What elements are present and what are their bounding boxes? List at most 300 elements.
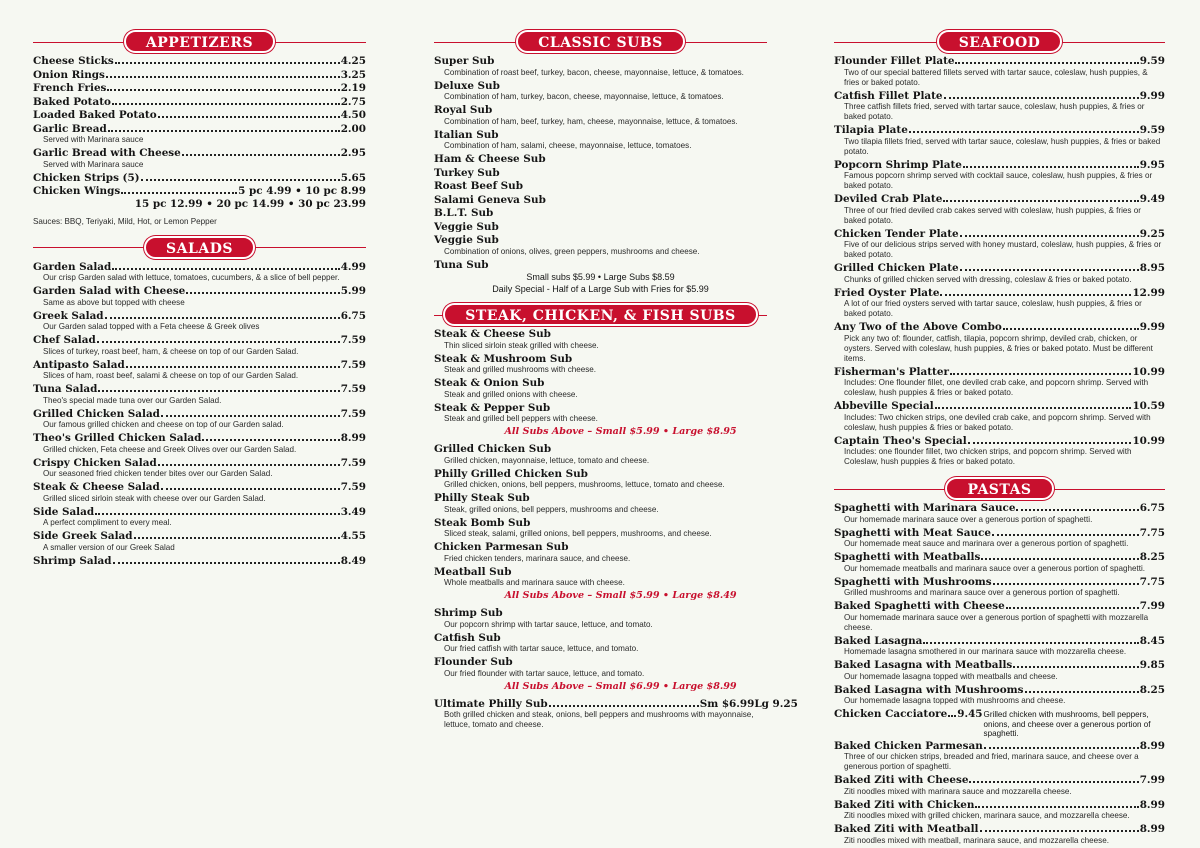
classic-subs-prices: Small subs $5.99 • Large Subs $8.59 — [526, 272, 675, 282]
item-description: Combination of ham, turkey, bacon, cheese, mayonnaise, lettuce, & tomatoes. — [444, 92, 724, 101]
dot-leader — [975, 806, 1138, 808]
dot-leader — [161, 488, 340, 490]
item-name: Abbeville Special — [834, 400, 934, 412]
item-name: Meatball Sub — [434, 565, 512, 578]
item-description: Grilled chicken, onions, bell peppers, mushrooms, lettuce, tomato and cheese. — [444, 480, 725, 489]
item-name: Baked Lasagna — [834, 634, 923, 647]
item-description: Our popcorn shrimp with tartar sauce, lettuce, and tomato. — [444, 619, 653, 629]
item-price: 9.99 — [1139, 89, 1165, 102]
menu-item-italian-sub — [434, 129, 767, 152]
dot-leader — [984, 747, 1139, 749]
item-description: Served with Marinara sauce — [43, 135, 144, 144]
menu-item-baked-potato — [33, 96, 366, 109]
item-price: 9.59 — [1139, 55, 1165, 67]
menu-item-chef-salad — [33, 334, 366, 357]
dot-leader — [134, 537, 340, 539]
item-name: Antipasto Salad — [33, 358, 125, 371]
classic-subs-list — [434, 55, 767, 271]
seafood-list — [834, 55, 1165, 467]
item-description: Ziti noodles mixed with grilled chicken, marinara sauce, and mozzarella cheese. — [844, 811, 1130, 820]
dot-leader — [108, 130, 340, 132]
item-price: 3.25 — [340, 68, 366, 81]
menu-item-abbeville-special — [834, 400, 1165, 433]
item-description: Famous popcorn shrimp served with cocktail sauce, coleslaw, hush puppies, & fries or baked potato. — [844, 171, 1153, 190]
item-price: 6.75 — [340, 309, 366, 322]
menu-item-deluxe-sub — [434, 80, 767, 103]
item-price: 4.50 — [340, 109, 366, 121]
menu-item-steak-cheese-sub — [434, 328, 767, 351]
item-description: A smaller version of our Greek Salad — [43, 542, 175, 552]
menu-item-baked-spaghetti-with-cheese — [834, 600, 1165, 633]
menu-item-baked-lasagna — [834, 635, 1165, 658]
item-description: Our homemade lasagna topped with mushrooms and cheese. — [844, 696, 1066, 705]
item-name: Baked Ziti with Cheese — [834, 774, 969, 786]
pastas-title: PASTAS — [945, 477, 1053, 500]
item-name: Crispy Chicken Salad — [33, 456, 157, 469]
item-name: Chicken Tender Plate — [834, 227, 959, 240]
appetizers-list — [33, 55, 366, 198]
item-description: Our homemade marinara sauce over a generous portion of spaghetti with mozzarella cheese. — [844, 612, 1149, 632]
steak-subs-price-3: All Subs Above – Small $6.99 • Large $8.99 — [504, 680, 737, 692]
item-price: 7.75 — [1139, 526, 1165, 539]
item-price: 4.25 — [340, 55, 366, 67]
dot-leader — [115, 62, 340, 64]
item-price: 5 pc 4.99 • 10 pc 8.99 — [238, 185, 366, 197]
item-description: Grilled mushrooms and marinara sauce over a generous portion of spaghetti. — [844, 588, 1120, 597]
salads-header — [33, 236, 366, 259]
item-description: Three of our chicken strips, breaded and fried, marinara sauce, and cheese over a generous portion of spaghetti. — [844, 752, 1139, 771]
item-name: Baked Ziti with Meatball — [834, 823, 979, 835]
dot-leader — [98, 390, 339, 392]
menu-item-spaghetti-with-mushrooms — [834, 576, 1165, 599]
left-column — [33, 30, 366, 567]
item-description: Theo's special made tuna over our Garden Salad. — [43, 395, 222, 405]
item-price: 9.59 — [1139, 124, 1165, 136]
item-description: A perfect compliment to every meal. — [43, 518, 172, 527]
menu-item-tilapia-plate — [834, 124, 1165, 157]
dot-leader — [202, 439, 339, 441]
item-name: Side Salad — [33, 505, 95, 518]
menu-item-catfish-sub — [434, 632, 767, 655]
menu-item-loaded-baked-potato — [33, 109, 366, 122]
item-description: Includes: One flounder fillet, one deviled crab cake, and popcorn shrimp. Served with coleslaw, hush puppies & fries or baked potato. — [844, 378, 1149, 397]
item-name: Baked Lasagna with Meatballs — [834, 659, 1013, 671]
item-name: Tuna Sub — [434, 258, 489, 271]
dot-leader — [182, 154, 340, 156]
menu-item-philly-steak-sub — [434, 492, 767, 515]
item-price: 7.99 — [1139, 774, 1165, 786]
item-description: Grilled chicken, Feta cheese and Greek Olives over our Garden Salad. — [43, 444, 297, 454]
item-name: Baked Chicken Parmesan — [834, 739, 983, 752]
dot-leader — [186, 292, 339, 294]
item-name: Popcorn Shrimp Plate — [834, 158, 962, 171]
item-name: Garden Salad with Cheese — [33, 285, 186, 297]
menu-item-steak-pepper-sub — [434, 402, 767, 425]
item-name: Baked Spaghetti with Cheese — [834, 600, 1005, 612]
menu-item-grilled-chicken-salad — [33, 408, 366, 431]
item-description: Combination of ham, beef, turkey, ham, cheese, mayonnaise, lettuce, & tomatoes. — [444, 116, 738, 126]
menu-item-garlic-bread — [33, 123, 366, 146]
menu-item-onion-rings — [33, 69, 366, 82]
steak-subs-price-1: All Subs Above – Small $5.99 • Large $8.95 — [504, 426, 737, 437]
item-name: Garlic Bread with Cheese — [33, 147, 181, 159]
menu-item-theo-s-grilled-chicken-salad — [33, 432, 366, 455]
item-price: 5.99 — [340, 285, 366, 297]
item-name: Grilled Chicken Sub — [434, 443, 552, 455]
item-description: Includes: Two chicken strips, one deviled crab cake, and popcorn shrimp. Served with coleslaw, hush puppies & fries or baked potato. — [844, 412, 1151, 432]
menu-item-baked-lasagna-with-meatballs — [834, 659, 1165, 682]
menu-item-cheese-sticks — [33, 55, 366, 68]
menu-item-fisherman-s-platter — [834, 366, 1165, 399]
item-description: Five of our delicious strips served with honey mustard, coleslaw, hush puppies, & fries or baked potato. — [844, 240, 1162, 259]
menu-item-royal-sub — [434, 104, 767, 127]
item-description: Homemade lasagna smothered in our marinara sauce with mozzarella cheese. — [844, 647, 1127, 656]
item-description: Includes: one flounder fillet, two chicken strips, and popcorn shrimp. Served with Coleslaw, hush puppies & fries or baked potato. — [844, 447, 1132, 466]
item-price: 9.85 — [1139, 659, 1165, 671]
menu-item-side-greek-salad — [33, 530, 366, 553]
pastas-list-2 — [834, 740, 1165, 846]
wings-extra-prices: 15 pc 12.99 • 20 pc 14.99 • 30 pc 23.99 — [134, 197, 366, 210]
dot-leader — [935, 407, 1132, 409]
dot-leader — [112, 103, 340, 105]
menu-item-steak-cheese-salad — [33, 481, 366, 504]
item-price: 8.99 — [1139, 798, 1165, 811]
item-name: Catfish Fillet Plate — [834, 89, 943, 102]
item-description: Combination of ham, salami, cheese, mayonnaise, lettuce, tomatoes. — [444, 141, 692, 150]
item-description: Whole meatballs and marinara sauce with cheese. — [444, 578, 625, 587]
item-name: Chicken Wings — [33, 185, 121, 197]
dot-leader — [980, 830, 1139, 832]
item-price: 7.99 — [1139, 600, 1165, 612]
item-price: 2.95 — [340, 147, 366, 159]
item-name: Onion Rings — [33, 68, 105, 81]
item-name: Grilled Chicken Salad — [33, 407, 160, 420]
dot-leader — [969, 781, 1138, 783]
item-price: 8.95 — [1139, 262, 1165, 274]
item-description: Our famous grilled chicken and cheese on top of our Garden salad. — [43, 420, 284, 429]
menu-item-roast-beef-sub — [434, 180, 767, 193]
dot-leader — [158, 116, 340, 118]
dot-leader — [161, 415, 340, 417]
item-name: Steak & Pepper Sub — [434, 401, 551, 414]
dot-leader — [1003, 328, 1139, 330]
item-description: Sliced steak, salami, grilled onions, bell peppers, mushrooms, and cheese. — [444, 529, 712, 538]
item-name: Flounder Fillet Plate — [834, 55, 955, 67]
dot-leader — [955, 62, 1138, 64]
item-description: Steak and grilled onions with cheese. — [444, 389, 578, 399]
item-price: 10.99 — [1132, 434, 1165, 447]
item-name: Chef Salad — [33, 334, 96, 346]
dot-leader — [126, 366, 340, 368]
item-price: 9.25 — [1139, 227, 1165, 240]
seafood-title: SEAFOOD — [937, 30, 1063, 53]
dot-leader — [981, 558, 1138, 560]
wings-sauces: Sauces: BBQ, Teriyaki, Mild, Hot, or Lemon Pepper — [33, 216, 217, 226]
item-price: 4.99 — [340, 260, 366, 273]
item-description: Grilled sliced sirloin steak with cheese over our Garden Salad. — [43, 493, 266, 503]
menu-item-philly-grilled-chicken-sub — [434, 468, 767, 491]
salads-title: SALADS — [144, 236, 255, 259]
item-description: Thin sliced sirloin steak grilled with cheese. — [444, 340, 599, 350]
menu-item-steak-bomb-sub — [434, 517, 767, 540]
menu-item-french-fries — [33, 82, 366, 95]
dot-leader — [105, 317, 340, 319]
dot-leader — [963, 166, 1139, 168]
item-description: Our seasoned fried chicken tender bites over our Garden Salad. — [43, 469, 273, 478]
daily-special: Daily Special - Half of a Large Sub with Fries for $5.99 — [492, 284, 709, 294]
item-price: 8.49 — [340, 554, 366, 567]
dot-leader — [95, 513, 340, 515]
dot-leader — [113, 562, 340, 564]
menu-item-veggie-sub — [434, 234, 767, 257]
item-price: 8.99 — [1139, 739, 1165, 752]
item-name: Garlic Bread — [33, 122, 107, 135]
item-price: 10.99 — [1132, 365, 1165, 378]
item-name: Any Two of the Above Combo — [834, 321, 1002, 333]
item-name: Flounder Sub — [434, 656, 513, 668]
item-name: Captain Theo's Special — [834, 434, 967, 447]
item-description: Two tilapia fillets fried, served with tartar sauce, coleslaw, hush puppies, & fries or baked potato. — [844, 136, 1161, 156]
item-price: 7.59 — [340, 334, 366, 346]
item-name: Steak & Cheese Sub — [434, 328, 551, 340]
menu-item-baked-lasagna-with-mushrooms — [834, 684, 1165, 707]
item-price: 7.59 — [340, 407, 366, 420]
ultimate-philly-item — [434, 697, 798, 731]
item-name: Veggie Sub — [434, 220, 499, 233]
menu-item-chicken-tender-plate — [834, 228, 1165, 261]
dot-leader — [1025, 691, 1139, 693]
item-description: Our Garden salad topped with a Feta cheese & Greek olives — [43, 322, 260, 331]
item-description: Three of our fried deviled crab cakes served with coleslaw, hush puppies, & fries or baked potato. — [844, 205, 1141, 225]
item-description: Our fried catfish with tartar sauce, lettuce, and tomato. — [444, 644, 639, 653]
menu-item-spaghetti-with-meatballs — [834, 551, 1165, 574]
item-name: Steak & Mushroom Sub — [434, 352, 573, 365]
item-name: Spaghetti with Meatballs — [834, 551, 981, 563]
item-description: Our homemade lasagna topped with meatballs and cheese. — [844, 671, 1058, 681]
menu-item-veggie-sub — [434, 221, 767, 234]
menu-item-spaghetti-with-meat-sauce — [834, 527, 1165, 550]
dot-leader — [943, 200, 1138, 202]
menu-item-baked-ziti-with-meatball — [834, 823, 1165, 846]
dot-leader — [944, 97, 1139, 99]
menu-item-any-two-of-the-above-combo — [834, 321, 1165, 364]
dot-leader — [1016, 509, 1138, 511]
item-description: Ziti noodles mixed with meatball, marinara sauce, and mozzarella cheese. — [844, 835, 1109, 845]
item-name: Roast Beef Sub — [434, 180, 523, 192]
item-price: 5.65 — [340, 171, 366, 184]
item-price: 8.99 — [340, 432, 366, 444]
item-price: 7.59 — [340, 456, 366, 469]
item-description: Fried chicken tenders, marinara sauce, and cheese. — [444, 553, 631, 563]
item-name: Deluxe Sub — [434, 79, 500, 92]
item-name: Tuna Salad — [33, 383, 98, 395]
item-name: Tilapia Plate — [834, 124, 908, 136]
menu-item-steak-mushroom-sub — [434, 353, 767, 376]
item-name: Chicken Parmesan Sub — [434, 541, 569, 553]
menu-item-super-sub — [434, 55, 767, 78]
menu-item-garlic-bread-with-cheese — [33, 147, 366, 170]
menu-item-catfish-fillet-plate — [834, 90, 1165, 123]
item-description: Our homemade meat sauce and marinara over a generous portion of spaghetti. — [844, 539, 1129, 548]
item-price: 2.00 — [340, 122, 366, 135]
item-price: 3.49 — [340, 505, 366, 518]
item-name: Steak & Onion Sub — [434, 377, 545, 389]
cacciatore-name: Chicken Cacciatore — [834, 708, 948, 720]
menu-item-chicken-strips-5 — [33, 172, 366, 185]
menu-item-captain-theo-s-special — [834, 435, 1165, 468]
steak-subs-title: STEAK, CHICKEN, & FISH SUBS — [443, 303, 758, 326]
dot-leader — [112, 268, 339, 270]
menu-item-shrimp-sub — [434, 607, 767, 630]
cacciatore-item — [834, 708, 1165, 739]
item-name: Theo's Grilled Chicken Salad — [33, 432, 202, 444]
item-name: Spaghetti with Meat Sauce — [834, 526, 991, 539]
dot-leader — [1006, 607, 1139, 609]
dot-leader — [923, 642, 1138, 644]
classic-subs-header — [434, 30, 767, 53]
item-name: Turkey Sub — [434, 166, 500, 179]
item-name: Ham & Cheese Sub — [434, 153, 546, 165]
dot-leader — [993, 583, 1139, 585]
dot-leader — [968, 442, 1132, 444]
menu-item-spaghetti-with-marinara-sauce — [834, 502, 1165, 525]
dot-leader — [1013, 666, 1138, 668]
item-description: Three catfish fillets fried, served with tartar sauce, coleslaw, hush puppies, & fries or baked potato. — [844, 102, 1145, 121]
item-name: Grilled Chicken Plate — [834, 262, 959, 274]
item-name: Deviled Crab Plate — [834, 193, 943, 205]
item-description: Slices of ham, roast beef, salami & cheese on top of our Garden Salad. — [43, 371, 299, 380]
item-name: Spaghetti with Marinara Sauce — [834, 502, 1016, 514]
steak-subs-group-2 — [434, 443, 767, 588]
item-name: Shrimp Salad — [33, 554, 112, 567]
menu-item-tuna-sub — [434, 259, 767, 272]
item-description: Two of our special battered fillets served with tartar sauce, coleslaw, hush puppies, & fries or baked potato. — [844, 67, 1148, 87]
item-name: B.L.T. Sub — [434, 207, 494, 219]
salads-list — [33, 261, 366, 568]
middle-column — [434, 30, 798, 732]
ultimate-philly-large: Lg 9.25 — [754, 697, 798, 710]
menu-item-baked-ziti-with-chicken — [834, 799, 1165, 822]
item-description: A lot of our fried oysters served with tartar sauce, coleslaw, hush puppies, & fries or baked potato. — [844, 299, 1142, 318]
item-name: Steak Bomb Sub — [434, 516, 531, 529]
dot-leader — [960, 235, 1139, 237]
item-price: 12.99 — [1132, 286, 1165, 299]
item-description: Chunks of grilled chicken served with dressing, coleslaw & fries or baked potato. — [844, 274, 1132, 284]
item-name: Loaded Baked Potato — [33, 109, 157, 121]
item-price: 2.19 — [340, 82, 366, 94]
item-description: Our homemade meatballs and marinara sauce over a generous portion of spaghetti. — [844, 563, 1145, 573]
menu-item-chicken-wings — [33, 185, 366, 198]
item-name: Spaghetti with Mushrooms — [834, 575, 992, 588]
item-name: Catfish Sub — [434, 631, 501, 644]
item-description: Our fried flounder with tartar sauce, lettuce, and tomato. — [444, 668, 645, 678]
item-description: Grilled chicken, mayonnaise, lettuce, tomato and cheese. — [444, 455, 650, 465]
menu-item-side-salad — [33, 506, 366, 529]
dot-leader — [960, 269, 1139, 271]
dot-leader — [141, 179, 340, 181]
menu-item-turkey-sub — [434, 167, 767, 180]
item-name: Fisherman's Platter — [834, 365, 949, 378]
appetizers-header — [33, 30, 366, 53]
dot-leader — [950, 373, 1132, 375]
item-description: Same as above but topped with cheese — [43, 297, 185, 307]
item-name: Cheese Sticks — [33, 55, 114, 67]
menu-item-grilled-chicken-plate — [834, 262, 1165, 285]
menu-item-garden-salad — [33, 261, 366, 284]
item-price: 10.59 — [1132, 400, 1165, 412]
item-price: 6.75 — [1139, 502, 1165, 514]
item-description: Steak and grilled bell peppers with cheese. — [444, 414, 598, 423]
cacciatore-desc: Grilled chicken with mushrooms, bell peppers, onions, and cheese over a generous portion of spaghetti. — [983, 710, 1151, 738]
item-name: Greek Salad — [33, 309, 104, 322]
dot-leader — [121, 192, 237, 194]
menu-item-salami-geneva-sub — [434, 194, 767, 207]
ultimate-philly-desc: Both grilled chicken and steak, onions, bell peppers and mushrooms with mayonnaise, lettuce, tomato and cheese. — [444, 710, 754, 729]
steak-subs-group-1 — [434, 328, 767, 424]
item-price: 8.25 — [1139, 683, 1165, 696]
menu-item-popcorn-shrimp-plate — [834, 159, 1165, 192]
item-description: Combination of roast beef, turkey, bacon, cheese, mayonnaise, lettuce, & tomatoes. — [444, 67, 744, 77]
item-name: Philly Grilled Chicken Sub — [434, 467, 588, 480]
item-name: Philly Steak Sub — [434, 492, 530, 504]
menu-item-b-l-t-sub — [434, 207, 767, 220]
item-name: Chicken Strips (5) — [33, 171, 140, 184]
item-description: Ziti noodles mixed with marinara sauce and mozzarella cheese. — [844, 786, 1072, 796]
item-price: 7.59 — [340, 383, 366, 395]
ultimate-philly-small: Sm $6.99 — [699, 697, 755, 710]
item-name: Steak & Cheese Salad — [33, 481, 160, 493]
item-name: Baked Lasagna with Mushrooms — [834, 683, 1024, 696]
dot-leader — [97, 341, 340, 343]
dot-leader — [106, 76, 340, 78]
item-description: Our crisp Garden salad with lettuce, tomatoes, cucumbers, & a slice of bell pepper. — [43, 273, 340, 282]
item-price: 7.59 — [340, 358, 366, 371]
item-name: Super Sub — [434, 55, 495, 67]
item-name: Salami Geneva Sub — [434, 193, 546, 206]
item-price: 7.59 — [340, 481, 366, 493]
menu-item-meatball-sub — [434, 566, 767, 589]
item-description: Steak and grilled mushrooms with cheese. — [444, 365, 597, 374]
item-name: Garden Salad — [33, 260, 112, 273]
item-price: 8.45 — [1139, 634, 1165, 647]
menu-item-fried-oyster-plate — [834, 287, 1165, 320]
menu-item-garden-salad-with-cheese — [33, 285, 366, 308]
item-price: 2.75 — [340, 95, 366, 108]
menu-item-grilled-chicken-sub — [434, 443, 767, 466]
appetizers-title: APPETIZERS — [124, 30, 275, 53]
menu-item-baked-chicken-parmesan — [834, 740, 1165, 773]
steak-subs-header — [434, 303, 767, 326]
item-description: Slices of turkey, roast beef, ham, & cheese on top of our Garden Salad. — [43, 346, 299, 356]
item-name: Shrimp Sub — [434, 607, 503, 619]
ultimate-philly-name: Ultimate Philly Sub — [434, 697, 548, 710]
menu-item-chicken-parmesan-sub — [434, 541, 767, 564]
menu-item-baked-ziti-with-cheese — [834, 774, 1165, 797]
item-price: 4.55 — [340, 530, 366, 542]
pastas-list — [834, 502, 1165, 706]
item-price: 9.99 — [1139, 321, 1165, 333]
item-name: Baked Ziti with Chicken — [834, 798, 975, 811]
menu-item-deviled-crab-plate — [834, 193, 1165, 226]
item-price: 9.95 — [1139, 158, 1165, 171]
menu-item-flounder-sub — [434, 656, 767, 679]
menu-item-ham-cheese-sub — [434, 153, 767, 166]
item-price: 7.75 — [1139, 575, 1165, 588]
item-price: 8.99 — [1139, 823, 1165, 835]
steak-subs-price-2: All Subs Above – Small $5.99 • Large $8.49 — [504, 590, 737, 601]
seafood-header — [834, 30, 1165, 53]
menu-item-antipasto-salad — [33, 359, 366, 382]
